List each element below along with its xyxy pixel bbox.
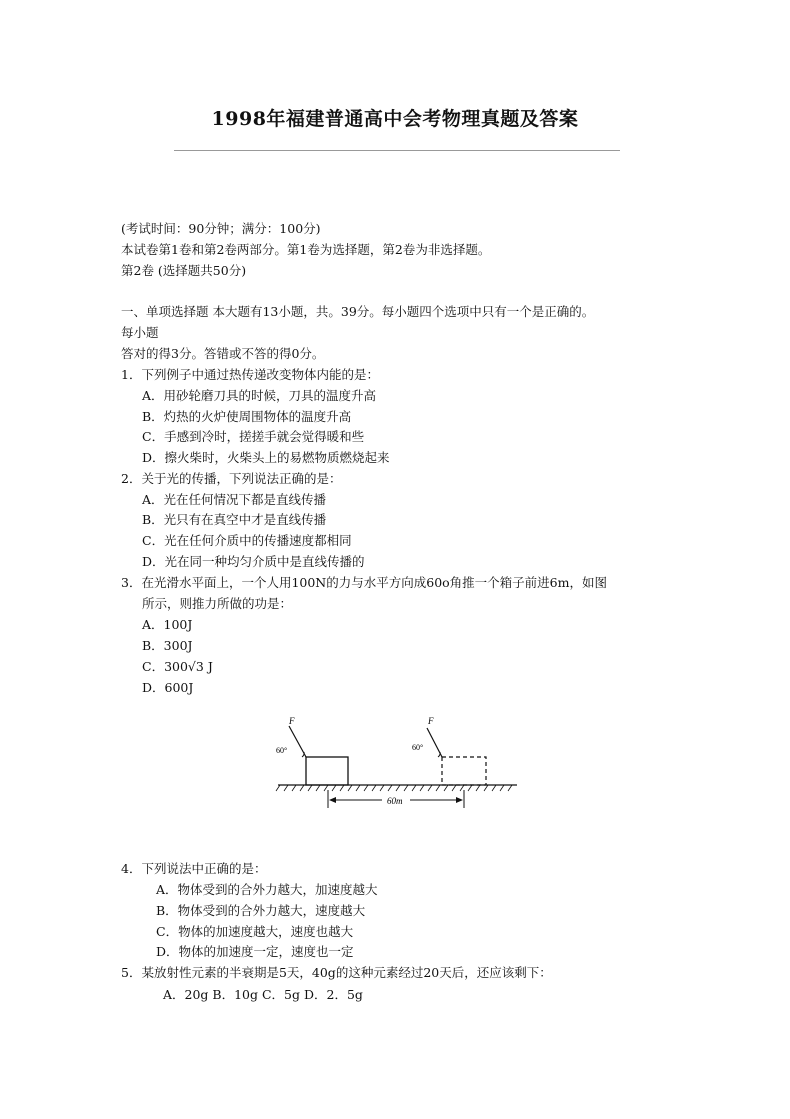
q3-option-d: D．600J	[142, 680, 194, 695]
angle-label-right: 60°	[412, 743, 424, 752]
angle-label-left: 60°	[276, 746, 288, 755]
q2-option-c: C．光在任何介质中的传播速度都相同	[142, 533, 352, 548]
q3-option-a: A．100J	[142, 617, 193, 632]
section-scoring: 答对的得3分。答错或不答的得0分。	[121, 346, 325, 361]
q3-option-c: C．300√3 J	[142, 659, 213, 674]
q4-option-b: B．物体受到的合外力越大，速度越大	[156, 903, 366, 918]
q4-stem: 4．下列说法中正确的是：	[121, 861, 267, 876]
q3-stem: 3．在光滑水平面上，一个人用100N的力与水平方向成60o角推一个箱子前进6m，如图	[121, 575, 607, 590]
q5-stem: 5．某放射性元素的半衰期是5天，40g的这种元素经过20天后，还应该剩下：	[121, 965, 552, 980]
force-label-left: F	[289, 716, 295, 726]
q5-options: A．20g B．10g C．5g D．2．5g	[163, 987, 363, 1002]
q4-option-a: A．物体受到的合外力越大，加速度越大	[156, 882, 378, 897]
q1-stem: 1．下列例子中通过热传递改变物体内能的是：	[121, 367, 379, 382]
q2-stem: 2．关于光的传播，下列说法正确的是：	[121, 471, 342, 486]
volume-heading: 第2卷 (选择题共50分)	[121, 263, 247, 278]
box-final	[442, 757, 486, 785]
distance-arrowhead-right	[456, 797, 463, 803]
q2-option-a: A．光在任何情况下都是直线传播	[142, 492, 327, 507]
q1-option-b: B．灼热的火炉使周围物体的温度升高	[142, 409, 352, 424]
distance-arrowhead-left	[329, 797, 336, 803]
q4-option-d: D．物体的加速度一定，速度也一定	[156, 944, 354, 959]
q1-option-a: A．用砂轮磨刀具的时候，刀具的温度升高	[142, 388, 377, 403]
exam-time: (考试时间：90分钟；满分：100分)	[121, 221, 321, 236]
force-arrow-left	[289, 726, 306, 757]
q4-option-c: C．物体的加速度越大，速度也越大	[156, 924, 354, 939]
force-label-right: F	[428, 716, 434, 726]
q3-figure	[272, 712, 522, 812]
q3-option-b: B．300J	[142, 638, 193, 653]
q1-option-d: D．擦火柴时，火柴头上的易燃物质燃烧起来	[142, 450, 390, 465]
box-initial	[306, 757, 348, 785]
exam-structure: 本试卷第1卷和第2卷两部分。第1卷为选择题，第2卷为非选择题。	[121, 242, 491, 257]
q2-option-d: D．光在同一种均匀介质中是直线传播的	[142, 554, 365, 569]
angle-arc-right	[438, 752, 440, 757]
q2-option-b: B．光只有在真空中才是直线传播	[142, 512, 327, 527]
distance-label: 60m	[387, 796, 403, 806]
title-divider	[174, 150, 620, 151]
page-title: 1998年福建普通高中会考物理真题及答案	[211, 108, 579, 130]
section-heading: 一、单项选择题 本大题有13小题，共。39分。每小题四个选项中只有一个是正确的。	[121, 304, 595, 319]
section-heading-cont: 每小题	[121, 325, 159, 340]
q1-option-c: C．手感到冷时，搓搓手就会觉得暖和些	[142, 429, 365, 444]
q3-stem-cont: 所示，则推力所做的功是：	[142, 596, 293, 611]
ground-hatching	[276, 785, 512, 791]
